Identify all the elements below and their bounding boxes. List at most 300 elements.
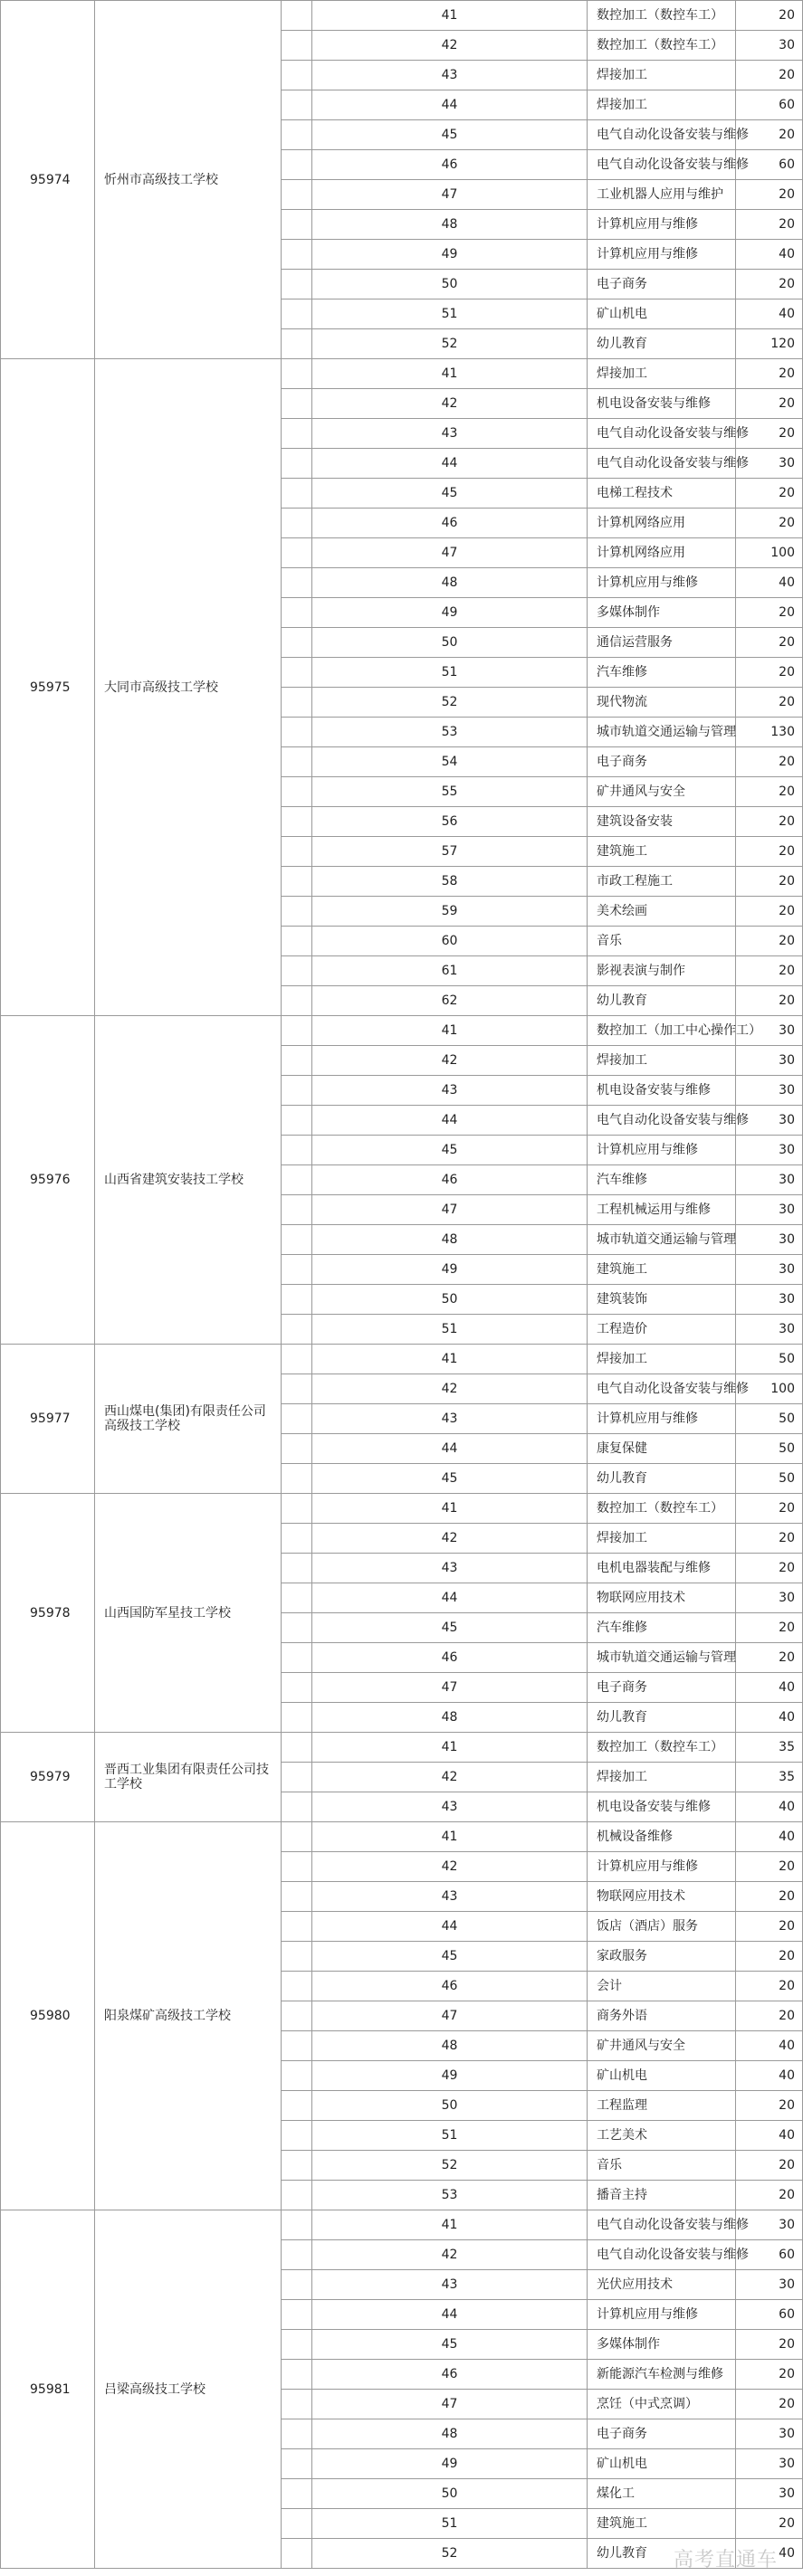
major-name: 工艺美术	[588, 2121, 736, 2151]
blank-cell	[282, 1046, 312, 1076]
blank-cell	[282, 538, 312, 568]
major-seq: 41	[312, 359, 588, 389]
major-name: 数控加工（数控车工）	[588, 1494, 736, 1524]
major-seq: 44	[312, 2300, 588, 2330]
blank-cell	[282, 1942, 312, 1972]
major-name: 焊接加工	[588, 1763, 736, 1792]
enroll-quota: 40	[736, 2121, 803, 2151]
major-name: 矿井通风与安全	[588, 777, 736, 807]
major-seq: 44	[312, 1106, 588, 1136]
enroll-quota: 30	[736, 2419, 803, 2449]
blank-cell	[282, 598, 312, 628]
major-name: 电梯工程技术	[588, 479, 736, 509]
enroll-quota: 30	[736, 1195, 803, 1225]
school-name: 忻州市高级技工学校	[95, 1, 282, 359]
enroll-quota: 20	[736, 389, 803, 419]
major-seq: 47	[312, 538, 588, 568]
school-name: 山西国防军星技工学校	[95, 1494, 282, 1733]
major-seq: 48	[312, 568, 588, 598]
major-name: 计算机应用与维修	[588, 1404, 736, 1434]
enroll-quota: 35	[736, 1763, 803, 1792]
blank-cell	[282, 2210, 312, 2240]
enroll-quota: 20	[736, 61, 803, 90]
table-row	[1, 1733, 803, 1763]
major-name: 多媒体制作	[588, 2330, 736, 2360]
enroll-quota: 20	[736, 867, 803, 897]
enroll-quota: 20	[736, 2390, 803, 2419]
blank-cell	[282, 897, 312, 927]
enroll-quota: 20	[736, 180, 803, 210]
major-seq: 42	[312, 389, 588, 419]
blank-cell	[282, 2181, 312, 2210]
major-seq: 42	[312, 31, 588, 61]
major-seq: 49	[312, 240, 588, 270]
blank-cell	[282, 1852, 312, 1882]
blank-cell	[282, 1733, 312, 1763]
blank-cell	[282, 718, 312, 747]
major-name: 建筑施工	[588, 837, 736, 867]
major-name: 电子商务	[588, 2419, 736, 2449]
major-name: 幼儿教育	[588, 329, 736, 359]
major-name: 城市轨道交通运输与管理	[588, 718, 736, 747]
major-seq: 46	[312, 150, 588, 180]
blank-cell	[282, 329, 312, 359]
enroll-quota: 20	[736, 1524, 803, 1554]
major-seq: 51	[312, 2121, 588, 2151]
major-name: 电气自动化设备安装与维修	[588, 2210, 736, 2240]
blank-cell	[282, 2091, 312, 2121]
enroll-quota: 20	[736, 479, 803, 509]
school-code: 95975	[1, 359, 95, 1016]
major-name: 美术绘画	[588, 897, 736, 927]
enroll-quota: 35	[736, 1733, 803, 1763]
major-name: 矿山机电	[588, 299, 736, 329]
table-row	[1, 1, 803, 31]
major-seq: 42	[312, 1374, 588, 1404]
blank-cell	[282, 1912, 312, 1942]
major-name: 音乐	[588, 927, 736, 956]
enroll-quota: 20	[736, 1972, 803, 2001]
major-name: 煤化工	[588, 2479, 736, 2509]
blank-cell	[282, 867, 312, 897]
major-seq: 45	[312, 1464, 588, 1494]
enroll-quota: 20	[736, 628, 803, 658]
blank-cell	[282, 270, 312, 299]
enroll-quota: 20	[736, 598, 803, 628]
enroll-quota: 20	[736, 777, 803, 807]
blank-cell	[282, 956, 312, 986]
major-seq: 48	[312, 1225, 588, 1255]
major-seq: 43	[312, 1076, 588, 1106]
major-name: 城市轨道交通运输与管理	[588, 1225, 736, 1255]
blank-cell	[282, 1882, 312, 1912]
major-seq: 47	[312, 1673, 588, 1703]
major-seq: 42	[312, 1046, 588, 1076]
major-name: 计算机应用与维修	[588, 1852, 736, 1882]
major-seq: 45	[312, 120, 588, 150]
major-name: 幼儿教育	[588, 2539, 736, 2569]
blank-cell	[282, 1136, 312, 1165]
major-name: 建筑施工	[588, 2509, 736, 2539]
enroll-quota: 20	[736, 837, 803, 867]
enroll-quota: 20	[736, 1912, 803, 1942]
school-name: 山西省建筑安装技工学校	[95, 1016, 282, 1345]
blank-cell	[282, 777, 312, 807]
enroll-quota: 30	[736, 1315, 803, 1345]
blank-cell	[282, 568, 312, 598]
blank-cell	[282, 2270, 312, 2300]
major-name: 建筑装饰	[588, 1285, 736, 1315]
major-name: 播音主持	[588, 2181, 736, 2210]
blank-cell	[282, 449, 312, 479]
major-seq: 45	[312, 1942, 588, 1972]
blank-cell	[282, 837, 312, 867]
enroll-quota: 30	[736, 1076, 803, 1106]
major-seq: 46	[312, 509, 588, 538]
major-seq: 51	[312, 1315, 588, 1345]
major-seq: 45	[312, 1136, 588, 1165]
enroll-quota: 20	[736, 1942, 803, 1972]
major-name: 饭店（酒店）服务	[588, 1912, 736, 1942]
major-seq: 58	[312, 867, 588, 897]
blank-cell	[282, 1345, 312, 1374]
major-name: 焊接加工	[588, 359, 736, 389]
table-row	[1, 1822, 803, 1852]
major-seq: 62	[312, 986, 588, 1016]
major-seq: 43	[312, 419, 588, 449]
major-name: 矿井通风与安全	[588, 2031, 736, 2061]
enroll-quota: 30	[736, 1165, 803, 1195]
major-seq: 43	[312, 1882, 588, 1912]
major-name: 数控加工（数控车工）	[588, 1, 736, 31]
school-code: 95977	[1, 1345, 95, 1494]
enroll-quota: 20	[736, 2091, 803, 2121]
enroll-quota: 20	[736, 2151, 803, 2181]
major-name: 建筑施工	[588, 1255, 736, 1285]
blank-cell	[282, 299, 312, 329]
enroll-quota: 30	[736, 1136, 803, 1165]
major-seq: 48	[312, 210, 588, 240]
major-name: 电子商务	[588, 270, 736, 299]
blank-cell	[282, 1494, 312, 1524]
major-name: 电气自动化设备安装与维修	[588, 1106, 736, 1136]
blank-cell	[282, 120, 312, 150]
major-name: 焊接加工	[588, 61, 736, 90]
major-seq: 59	[312, 897, 588, 927]
school-code: 95976	[1, 1016, 95, 1345]
enroll-quota: 20	[736, 1852, 803, 1882]
blank-cell	[282, 2390, 312, 2419]
major-name: 音乐	[588, 2151, 736, 2181]
major-seq: 43	[312, 61, 588, 90]
enroll-quota: 60	[736, 2240, 803, 2270]
major-seq: 41	[312, 2210, 588, 2240]
major-name: 电气自动化设备安装与维修	[588, 2240, 736, 2270]
enroll-quota: 20	[736, 120, 803, 150]
major-seq: 52	[312, 2539, 588, 2569]
blank-cell	[282, 986, 312, 1016]
major-name: 家政服务	[588, 1942, 736, 1972]
blank-cell	[282, 31, 312, 61]
enroll-quota: 100	[736, 1374, 803, 1404]
major-name: 建筑设备安装	[588, 807, 736, 837]
major-seq: 52	[312, 688, 588, 718]
major-seq: 41	[312, 1822, 588, 1852]
major-name: 幼儿教育	[588, 1703, 736, 1733]
major-name: 汽车维修	[588, 1165, 736, 1195]
table-row	[1, 1016, 803, 1046]
major-name: 焊接加工	[588, 90, 736, 120]
major-name: 电气自动化设备安装与维修	[588, 1374, 736, 1404]
major-name: 汽车维修	[588, 658, 736, 688]
major-seq: 46	[312, 1643, 588, 1673]
blank-cell	[282, 2330, 312, 2360]
major-name: 工业机器人应用与维护	[588, 180, 736, 210]
blank-cell	[282, 807, 312, 837]
major-seq: 50	[312, 270, 588, 299]
major-seq: 44	[312, 1912, 588, 1942]
major-name: 计算机应用与维修	[588, 1136, 736, 1165]
enroll-quota: 60	[736, 90, 803, 120]
blank-cell	[282, 747, 312, 777]
enroll-quota: 40	[736, 2031, 803, 2061]
blank-cell	[282, 628, 312, 658]
school-code: 95978	[1, 1494, 95, 1733]
blank-cell	[282, 2001, 312, 2031]
enroll-quota: 40	[736, 1703, 803, 1733]
blank-cell	[282, 1763, 312, 1792]
major-seq: 49	[312, 598, 588, 628]
enroll-quota: 30	[736, 2449, 803, 2479]
table-row	[1, 1494, 803, 1524]
blank-cell	[282, 2240, 312, 2270]
major-name: 通信运营服务	[588, 628, 736, 658]
major-seq: 42	[312, 1524, 588, 1554]
major-name: 物联网应用技术	[588, 1583, 736, 1613]
major-seq: 45	[312, 1613, 588, 1643]
major-seq: 49	[312, 2449, 588, 2479]
major-name: 计算机应用与维修	[588, 2300, 736, 2330]
enroll-quota: 40	[736, 1792, 803, 1822]
major-seq: 41	[312, 1016, 588, 1046]
blank-cell	[282, 240, 312, 270]
major-name: 焊接加工	[588, 1046, 736, 1076]
enroll-quota: 20	[736, 2001, 803, 2031]
major-seq: 42	[312, 2240, 588, 2270]
major-seq: 47	[312, 1195, 588, 1225]
major-name: 幼儿教育	[588, 1464, 736, 1494]
major-seq: 53	[312, 2181, 588, 2210]
enroll-quota: 40	[736, 1673, 803, 1703]
major-name: 现代物流	[588, 688, 736, 718]
major-seq: 52	[312, 329, 588, 359]
blank-cell	[282, 180, 312, 210]
blank-cell	[282, 479, 312, 509]
enroll-quota: 20	[736, 658, 803, 688]
major-name: 市政工程施工	[588, 867, 736, 897]
major-seq: 50	[312, 2479, 588, 2509]
major-seq: 44	[312, 1434, 588, 1464]
enroll-quota: 20	[736, 419, 803, 449]
blank-cell	[282, 359, 312, 389]
enroll-quota: 20	[736, 210, 803, 240]
enroll-quota: 30	[736, 1046, 803, 1076]
major-seq: 47	[312, 2001, 588, 2031]
enroll-quota: 60	[736, 150, 803, 180]
major-name: 康复保健	[588, 1434, 736, 1464]
major-name: 计算机网络应用	[588, 538, 736, 568]
blank-cell	[282, 1016, 312, 1046]
school-code: 95974	[1, 1, 95, 359]
major-seq: 48	[312, 2031, 588, 2061]
blank-cell	[282, 1673, 312, 1703]
major-name: 机械设备维修	[588, 1822, 736, 1852]
blank-cell	[282, 2121, 312, 2151]
enroll-quota: 20	[736, 270, 803, 299]
blank-cell	[282, 1554, 312, 1583]
blank-cell	[282, 1076, 312, 1106]
enroll-quota: 40	[736, 1822, 803, 1852]
major-name: 物联网应用技术	[588, 1882, 736, 1912]
major-name: 新能源汽车检测与维修	[588, 2360, 736, 2390]
major-name: 城市轨道交通运输与管理	[588, 1643, 736, 1673]
major-name: 烹饪（中式烹调）	[588, 2390, 736, 2419]
enroll-quota: 20	[736, 807, 803, 837]
enroll-quota: 20	[736, 1643, 803, 1673]
enroll-quota: 20	[736, 2330, 803, 2360]
major-name: 电子商务	[588, 1673, 736, 1703]
table-row	[1, 359, 803, 389]
enroll-quota: 20	[736, 1, 803, 31]
enroll-quota: 120	[736, 329, 803, 359]
enroll-quota: 130	[736, 718, 803, 747]
blank-cell	[282, 1464, 312, 1494]
enroll-quota: 20	[736, 2509, 803, 2539]
major-seq: 51	[312, 2509, 588, 2539]
blank-cell	[282, 2449, 312, 2479]
enroll-quota: 30	[736, 1255, 803, 1285]
major-seq: 41	[312, 1733, 588, 1763]
major-name: 商务外语	[588, 2001, 736, 2031]
enroll-quota: 50	[736, 1434, 803, 1464]
enroll-quota: 30	[736, 1106, 803, 1136]
table-body	[1, 1, 803, 2569]
blank-cell	[282, 1195, 312, 1225]
major-seq: 48	[312, 2419, 588, 2449]
enroll-quota: 30	[736, 1285, 803, 1315]
major-seq: 45	[312, 2330, 588, 2360]
blank-cell	[282, 658, 312, 688]
major-seq: 60	[312, 927, 588, 956]
major-seq: 51	[312, 299, 588, 329]
enroll-quota: 20	[736, 2181, 803, 2210]
blank-cell	[282, 2300, 312, 2330]
enroll-quota: 30	[736, 1225, 803, 1255]
enroll-quota: 40	[736, 299, 803, 329]
major-seq: 47	[312, 2390, 588, 2419]
major-seq: 57	[312, 837, 588, 867]
major-name: 机电设备安装与维修	[588, 1076, 736, 1106]
school-name: 阳泉煤矿高级技工学校	[95, 1822, 282, 2210]
enroll-quota: 30	[736, 2479, 803, 2509]
major-seq: 44	[312, 1583, 588, 1613]
major-seq: 42	[312, 1763, 588, 1792]
blank-cell	[282, 1, 312, 31]
major-name: 电气自动化设备安装与维修	[588, 449, 736, 479]
blank-cell	[282, 419, 312, 449]
enroll-quota: 20	[736, 1494, 803, 1524]
blank-cell	[282, 2360, 312, 2390]
table-row	[1, 1345, 803, 1374]
watermark-text: 高考直通车	[674, 2549, 779, 2571]
major-name: 计算机应用与维修	[588, 568, 736, 598]
enroll-quota: 30	[736, 1016, 803, 1046]
major-seq: 61	[312, 956, 588, 986]
blank-cell	[282, 509, 312, 538]
blank-cell	[282, 61, 312, 90]
major-name: 电机电器装配与维修	[588, 1554, 736, 1583]
blank-cell	[282, 2151, 312, 2181]
enroll-quota: 30	[736, 2210, 803, 2240]
enroll-quota: 40	[736, 2061, 803, 2091]
major-seq: 43	[312, 1404, 588, 1434]
major-name: 计算机网络应用	[588, 509, 736, 538]
blank-cell	[282, 1315, 312, 1345]
blank-cell	[282, 1643, 312, 1673]
major-seq: 49	[312, 1255, 588, 1285]
major-name: 电气自动化设备安装与维修	[588, 120, 736, 150]
school-code: 95981	[1, 2210, 95, 2569]
major-name: 汽车维修	[588, 1613, 736, 1643]
major-seq: 41	[312, 1345, 588, 1374]
blank-cell	[282, 1374, 312, 1404]
blank-cell	[282, 2479, 312, 2509]
enroll-quota: 20	[736, 927, 803, 956]
major-name: 焊接加工	[588, 1345, 736, 1374]
major-name: 数控加工（数控车工）	[588, 31, 736, 61]
blank-cell	[282, 1583, 312, 1613]
blank-cell	[282, 389, 312, 419]
school-name: 晋西工业集团有限责任公司技工学校	[95, 1733, 282, 1822]
major-name: 幼儿教育	[588, 986, 736, 1016]
blank-cell	[282, 2419, 312, 2449]
blank-cell	[282, 1165, 312, 1195]
school-name: 大同市高级技工学校	[95, 359, 282, 1016]
enroll-quota: 30	[736, 449, 803, 479]
major-seq: 44	[312, 90, 588, 120]
major-seq: 42	[312, 1852, 588, 1882]
school-name: 西山煤电(集团)有限责任公司高级技工学校	[95, 1345, 282, 1494]
enroll-quota: 20	[736, 1882, 803, 1912]
school-code: 95980	[1, 1822, 95, 2210]
enroll-quota: 30	[736, 2270, 803, 2300]
table-row	[1, 2210, 803, 2240]
enroll-quota: 20	[736, 1613, 803, 1643]
major-seq: 56	[312, 807, 588, 837]
major-seq: 41	[312, 1494, 588, 1524]
major-seq: 45	[312, 479, 588, 509]
major-seq: 43	[312, 1554, 588, 1583]
blank-cell	[282, 2539, 312, 2569]
major-name: 计算机应用与维修	[588, 240, 736, 270]
enroll-quota: 20	[736, 2360, 803, 2390]
major-name: 工程造价	[588, 1315, 736, 1345]
major-seq: 53	[312, 718, 588, 747]
major-name: 影视表演与制作	[588, 956, 736, 986]
blank-cell	[282, 927, 312, 956]
major-seq: 50	[312, 628, 588, 658]
blank-cell	[282, 1434, 312, 1464]
